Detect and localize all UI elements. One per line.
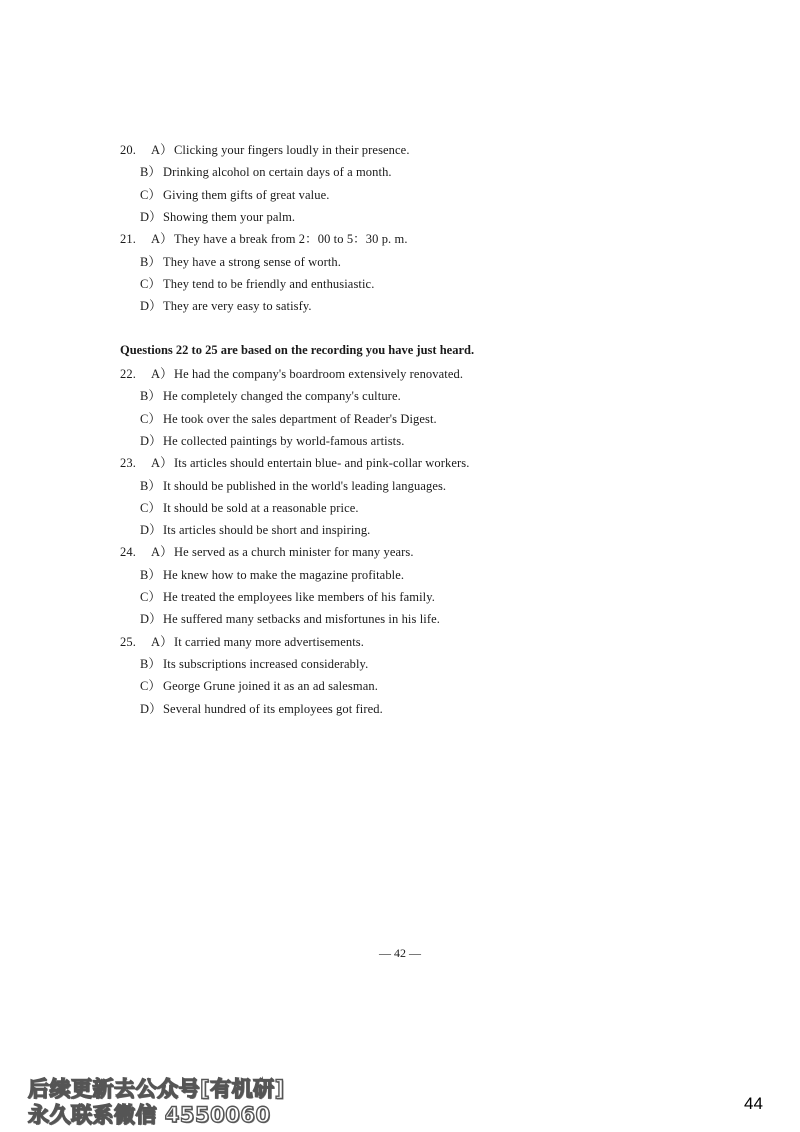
question-option-line bbox=[140, 209, 295, 225]
option-text: It carried many more advertisements. bbox=[174, 634, 364, 649]
option-letter: A） bbox=[151, 143, 173, 157]
question-option-line bbox=[140, 678, 378, 694]
option-text: Showing them your palm. bbox=[163, 209, 296, 224]
option-text: Several hundred of its employees got fired. bbox=[163, 701, 383, 716]
question-option-line bbox=[140, 298, 312, 314]
question-option-line bbox=[140, 500, 359, 516]
question-stem-line bbox=[120, 544, 414, 560]
option-text: Clicking your fingers loudly in their presence. bbox=[174, 143, 410, 157]
option-text: Giving them gifts of great value. bbox=[163, 187, 330, 202]
question-option-line bbox=[140, 276, 374, 292]
option-letter: B） bbox=[140, 165, 162, 180]
option-text: They tend to be friendly and enthusiastic. bbox=[163, 276, 375, 291]
option-letter: A） bbox=[151, 545, 173, 560]
option-letter: C） bbox=[140, 679, 162, 694]
option-letter: D） bbox=[140, 433, 162, 448]
option-text: George Grune joined it as an ad salesman. bbox=[163, 679, 378, 694]
option-letter: B） bbox=[140, 567, 162, 582]
option-text: He completely changed the company's culture. bbox=[163, 389, 401, 404]
question-option-line bbox=[140, 701, 383, 717]
option-letter: C） bbox=[140, 500, 162, 515]
question-number: 21. bbox=[120, 232, 136, 247]
option-letter: C） bbox=[140, 411, 162, 426]
question-number: 20. bbox=[120, 143, 136, 157]
option-text: He knew how to make the magazine profitable. bbox=[163, 567, 405, 582]
option-text: Drinking alcohol on certain days of a month. bbox=[163, 165, 392, 180]
option-letter: D） bbox=[140, 209, 162, 224]
question-option-line bbox=[140, 589, 435, 605]
option-letter: C） bbox=[140, 187, 162, 202]
question-option-line bbox=[140, 433, 404, 449]
question-stem-line bbox=[120, 142, 410, 158]
option-text: They are very easy to satisfy. bbox=[163, 299, 312, 314]
watermark bbox=[28, 1076, 285, 1128]
option-text: He had the company's boardroom extensively renovated. bbox=[174, 367, 464, 381]
option-text: He suffered many setbacks and misfortunes in his life. bbox=[163, 612, 440, 627]
option-letter: D） bbox=[140, 299, 162, 314]
option-letter: C） bbox=[140, 590, 162, 604]
option-text: They have a break from 2：00 to 5：30 p. m. bbox=[174, 232, 408, 247]
question-option-line bbox=[140, 478, 446, 494]
option-letter: B） bbox=[140, 254, 162, 269]
question-stem-line bbox=[120, 231, 408, 247]
option-letter: D） bbox=[140, 701, 162, 716]
question-option-line bbox=[140, 388, 401, 404]
option-letter: A） bbox=[151, 367, 173, 381]
option-letter: B） bbox=[140, 478, 162, 493]
option-letter: D） bbox=[140, 523, 162, 538]
question-option-line bbox=[140, 567, 404, 583]
question-number: 25. bbox=[120, 634, 136, 649]
option-text: He served as a church minister for many years. bbox=[174, 545, 414, 560]
option-text: He took over the sales department of Reader's Digest. bbox=[163, 411, 437, 426]
question-option-line bbox=[140, 522, 370, 538]
option-text: Its subscriptions increased considerably. bbox=[163, 656, 369, 671]
watermark-line-2: 永久联系微信 4550060 bbox=[28, 1103, 271, 1127]
question-option-line bbox=[140, 254, 341, 270]
section-heading: Questions 22 to 25 are based on the recording you have just heard. bbox=[120, 343, 475, 357]
question-option-line bbox=[140, 411, 437, 427]
option-letter: C） bbox=[140, 276, 162, 291]
option-text: They have a strong sense of worth. bbox=[163, 254, 342, 269]
option-text: It should be sold at a reasonable price. bbox=[163, 500, 359, 515]
option-letter: A） bbox=[151, 634, 173, 649]
question-stem-line bbox=[120, 455, 470, 471]
question-option-line bbox=[140, 656, 368, 672]
question-option-line bbox=[140, 611, 440, 627]
option-letter: B） bbox=[140, 389, 162, 404]
page-number: — 42 — bbox=[379, 946, 421, 960]
option-letter: D） bbox=[140, 612, 162, 627]
question-option-line bbox=[140, 164, 392, 180]
option-text: Its articles should entertain blue- and pink-collar workers. bbox=[174, 456, 470, 471]
watermark-line-1: 后续更新去公众号[有机研] bbox=[28, 1077, 285, 1101]
option-text: It should be published in the world's leading languages. bbox=[163, 478, 447, 493]
option-letter: A） bbox=[151, 456, 173, 471]
question-stem-line bbox=[120, 366, 463, 382]
option-letter: A） bbox=[151, 232, 173, 247]
question-number: 23. bbox=[120, 456, 136, 471]
option-text: Its articles should be short and inspiring. bbox=[163, 523, 371, 538]
option-text: He collected paintings by world-famous artists. bbox=[163, 433, 405, 448]
question-option-line bbox=[140, 187, 329, 203]
question-stem-line bbox=[120, 634, 364, 650]
option-text: He treated the employees like members of his family. bbox=[163, 590, 436, 604]
option-letter: B） bbox=[140, 656, 162, 671]
question-number: 24. bbox=[120, 545, 136, 560]
scan-page-number: 44 bbox=[744, 1094, 763, 1113]
question-number: 22. bbox=[120, 367, 136, 381]
